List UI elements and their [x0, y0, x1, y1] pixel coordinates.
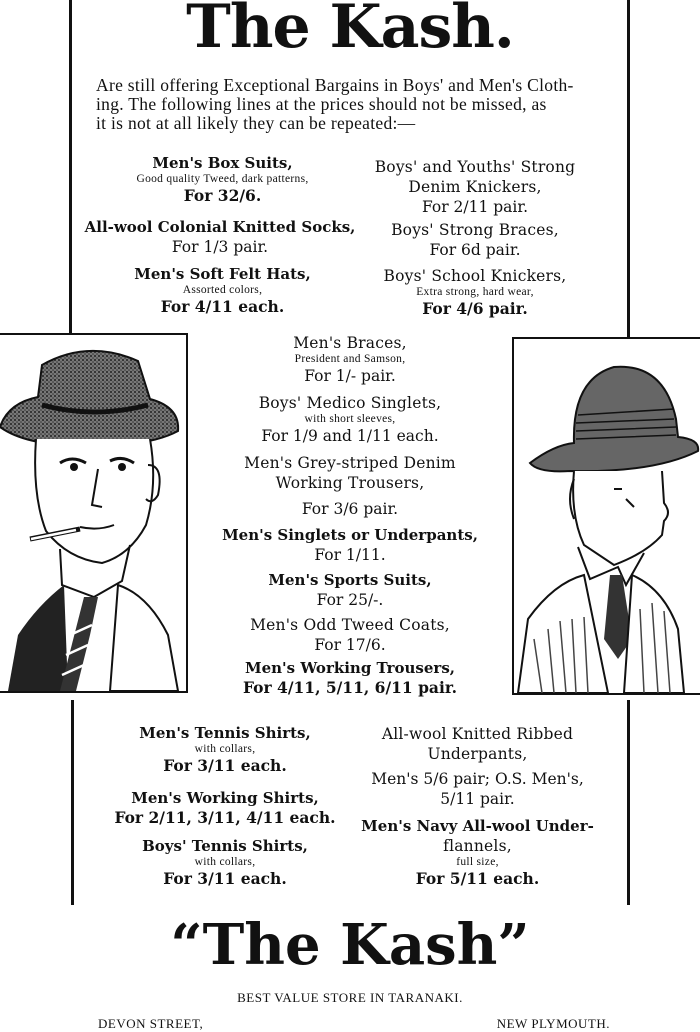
item-ribbed-underpants [340, 724, 615, 809]
item-price: For 32/6. [183, 186, 262, 205]
item-working-trousers [200, 659, 500, 698]
item-heading: Men's Grey-striped Denim [244, 454, 456, 472]
right-border-bottom [627, 700, 630, 905]
item-note: President and Samson, [294, 353, 406, 365]
man-bowler-hat-illustration [512, 337, 700, 695]
item-heading: Men's Working Shirts, [131, 789, 319, 807]
item-heading: Men's Navy All-wool Under- [361, 817, 594, 835]
item-under-flannels [340, 817, 615, 889]
item-sports-suits [200, 571, 500, 610]
item-price: For 1/11. [314, 546, 386, 564]
item-heading: Men's Sports Suits, [268, 571, 432, 589]
intro-line: Are still offering Exceptional Bargains in Boys' and Men's Cloth- [96, 75, 574, 95]
item-heading: Men's Singlets or Underpants, [222, 526, 478, 544]
item-denim-knickers [340, 157, 610, 217]
item-working-shirts [90, 789, 360, 828]
item-price: For 3/11 each. [163, 869, 287, 888]
item-price: For 1/9 and 1/11 each. [261, 427, 439, 445]
item-price: For 4/11 each. [160, 297, 285, 316]
item-boys-braces [340, 220, 610, 260]
item-note: with collars, [194, 856, 256, 868]
item-denim-working-trousers [200, 453, 500, 519]
item-price: For 1/- pair. [304, 367, 396, 385]
item-heading: Working Trousers, [275, 474, 425, 492]
item-price: For 4/11, 5/11, 6/11 pair. [243, 678, 457, 697]
item-boys-tennis-shirts [90, 837, 360, 889]
item-note: Extra strong, hard wear, [416, 286, 534, 298]
item-socks [75, 218, 365, 257]
store-tagline: BEST VALUE STORE IN TARANAKI. [237, 990, 463, 1005]
item-heading: Boys' Strong Braces, [391, 221, 559, 239]
store-name-banner: “The Kash” [170, 912, 530, 978]
address-town: NEW PLYMOUTH. [496, 1016, 610, 1031]
item-note: Assorted colors, [182, 284, 263, 296]
item-price: For 1/3 pair. [171, 238, 269, 256]
item-price: For 17/6. [314, 636, 386, 654]
item-heading: Underpants, [427, 745, 528, 763]
felt-hat-man-icon [0, 335, 186, 691]
address-street: DEVON STREET, [98, 1016, 204, 1031]
item-mens-braces [200, 333, 500, 386]
intro-line: it is not at all likely they can be repeated:— [96, 113, 416, 133]
item-odd-tweed-coats [200, 615, 500, 655]
item-price: For 2/11 pair. [421, 198, 529, 216]
item-heading: Men's Tennis Shirts, [139, 724, 311, 742]
item-heading: Denim Knickers, [408, 178, 542, 196]
item-price: For 2/11, 3/11, 4/11 each. [114, 808, 336, 827]
item-heading: Men's Braces, [293, 334, 407, 352]
item-heading: Men's Box Suits, [152, 154, 293, 172]
item-heading: Boys' School Knickers, [383, 267, 567, 285]
item-school-knickers [340, 266, 610, 319]
item-price: 5/11 pair. [440, 790, 515, 808]
item-price: Men's 5/6 pair; O.S. Men's, [371, 770, 584, 788]
item-note: full size, [456, 856, 499, 868]
left-border-bottom [71, 700, 74, 905]
item-felt-hats [85, 265, 360, 317]
item-singlets-underpants [200, 526, 500, 565]
item-box-suits [85, 154, 360, 206]
item-price: For 4/6 pair. [422, 299, 528, 318]
item-note: Good quality Tweed, dark patterns, [136, 173, 309, 185]
item-medico-singlets [200, 393, 500, 446]
item-heading: Boys' Medico Singlets, [258, 394, 442, 412]
item-heading: Men's Odd Tweed Coats, [250, 616, 450, 634]
item-heading: Men's Soft Felt Hats, [134, 265, 311, 283]
item-price: For 5/11 each. [415, 869, 540, 888]
item-price: For 3/11 each. [163, 756, 287, 775]
bowler-hat-man-icon [514, 339, 700, 693]
item-price: For 3/6 pair. [301, 500, 399, 518]
item-heading: flannels, [443, 837, 512, 855]
item-heading: All-wool Knitted Ribbed [381, 725, 574, 743]
item-heading: Boys' and Youths' Strong [374, 158, 576, 176]
item-note: with collars, [194, 743, 256, 755]
intro-line: ing. The following lines at the prices should not be missed, as [96, 94, 547, 114]
item-heading: Boys' Tennis Shirts, [142, 837, 308, 855]
item-note: with short sleeves, [304, 413, 396, 425]
item-heading: Men's Working Trousers, [245, 659, 455, 677]
item-mens-tennis-shirts [90, 724, 360, 776]
man-felt-hat-illustration [0, 333, 188, 693]
item-price: For 6d pair. [429, 241, 521, 259]
intro-paragraph [96, 76, 608, 133]
page-title: The Kash. [186, 0, 514, 62]
item-heading: All-wool Colonial Knitted Socks, [84, 218, 356, 236]
item-price: For 25/-. [316, 591, 384, 609]
